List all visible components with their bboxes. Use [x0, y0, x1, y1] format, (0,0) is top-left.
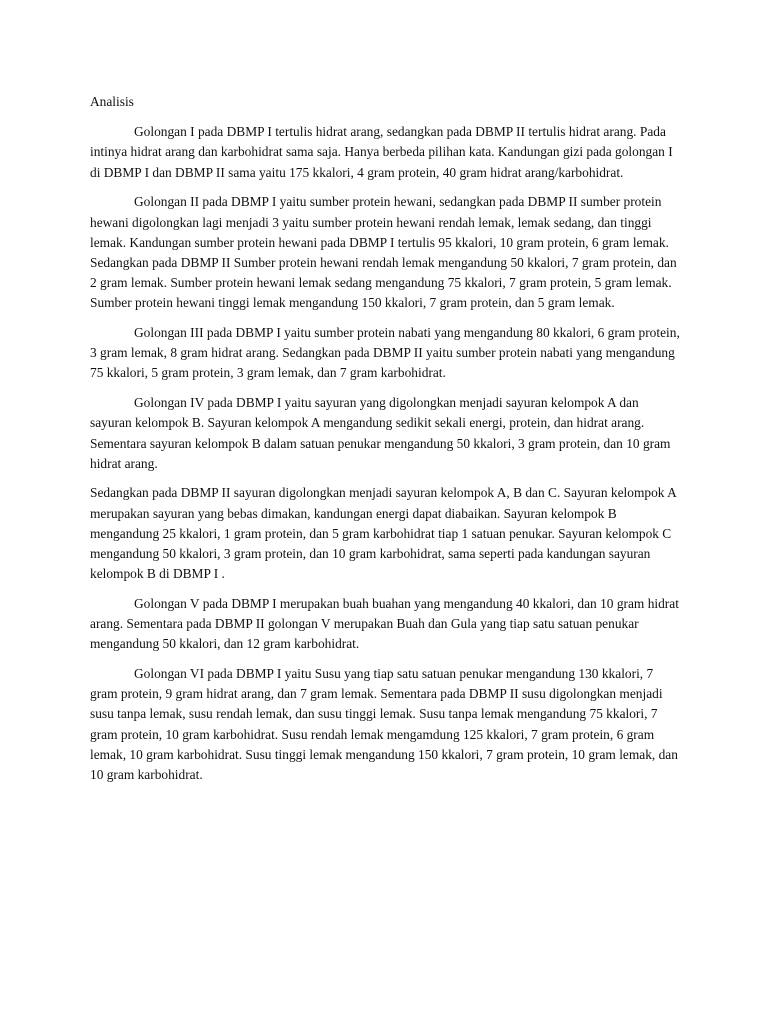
document-body: [90, 92, 680, 795]
paragraph-golongan-4-dbmp-2: Sedangkan pada DBMP II sayuran digolongkan menjadi sayuran kelompok A, B dan C. Sayuran kelompok A merupakan sayuran yang bebas dimakan, kandungan energi dapat diabaikan. Sayuran kelompok B mengandung 25 kkalori, 1 gram protein, dan 5 gram karbohidrat tiap 1 satuan penukar. Sayuran kelompok C mengandung 50 kkalori, 3 gram protein, dan 10 gram karbohidrat, sama seperti pada kandungan sayuran kelompok B di DBMP I .: [90, 485, 676, 582]
paragraph-golongan-2: Golongan II pada DBMP I yaitu sumber protein hewani, sedangkan pada DBMP II sumber protein hewani digolongkan lagi menjadi 3 yaitu sumber protein hewani rendah lemak, lemak sedang, dan tinggi lemak. Kandungan sumber protein hewani pada DBMP I tertulis 95 kkalori, 10 gram protein, 6 gram lemak. Sedangkan pada DBMP II Sumber protein hewani rendah lemak mengandung 50 kkalori, 7 gram protein, dan 2 gram lemak. Sumber protein hewani lemak sedang mengandung 75 kkalori, 7 gram protein, 5 gram lemak. Sumber protein hewani tinggi lemak mengandung 150 kkalori, 7 gram protein, dan 5 gram lemak.: [90, 194, 677, 311]
paragraph-golongan-4: Golongan IV pada DBMP I yaitu sayuran yang digolongkan menjadi sayuran kelompok A dan sayuran kelompok B. Sayuran kelompok A mengandung sedikit sekali energi, protein, dan hidrat arang. Sementara sayuran kelompok B dalam satuan penukar mengandung 50 kkalori, 3 gram protein, dan 10 gram hidrat arang.: [90, 395, 671, 471]
paragraph-golongan-5: Golongan V pada DBMP I merupakan buah buahan yang mengandung 40 kkalori, dan 10 gram hidrat arang. Sementara pada DBMP II golongan V merupakan Buah dan Gula yang tiap satu satuan penukar mengandung 50 kkalori, dan 12 gram karbohidrat.: [90, 595, 679, 652]
section-heading: Analisis: [90, 94, 134, 109]
paragraph-golongan-3: Golongan III pada DBMP I yaitu sumber protein nabati yang mengandung 80 kkalori, 6 gram protein, 3 gram lemak, 8 gram hidrat arang. Sedangkan pada DBMP II yaitu sumber protein nabati yang mengandung 75 kkalori, 5 gram protein, 3 gram lemak, dan 7 gram karbohidrat.: [90, 325, 680, 381]
paragraph-golongan-6: Golongan VI pada DBMP I yaitu Susu yang tiap satu satuan penukar mengandung 130 kkalori, 7 gram protein, 9 gram hidrat arang, dan 7 gram lemak. Sementara pada DBMP II susu digolongkan menjadi susu tanpa lemak, susu rendah lemak, dan susu tinggi lemak. Susu tanpa lemak mengandung 75 kkalori, 7 gram protein, 10 gram karbohidrat. Susu rendah lemak mengamdung 125 kkalori, 7 gram protein, 6 gram lemak, 10 gram karbohidrat. Susu tinggi lemak mengandung 150 kkalori, 7 gram protein, 10 gram lemak, dan 10 gram karbohidrat.: [90, 666, 678, 783]
paragraph-golongan-1: Golongan I pada DBMP I tertulis hidrat arang, sedangkan pada DBMP II tertulis hidrat arang. Pada intinya hidrat arang dan karbohidrat sama saja. Hanya berbeda pilihan kata. Kandungan gizi pada golongan I di DBMP I dan DBMP II sama yaitu 175 kkalori, 4 gram protein, 40 gram hidrat arang/karbohidrat.: [90, 124, 673, 180]
